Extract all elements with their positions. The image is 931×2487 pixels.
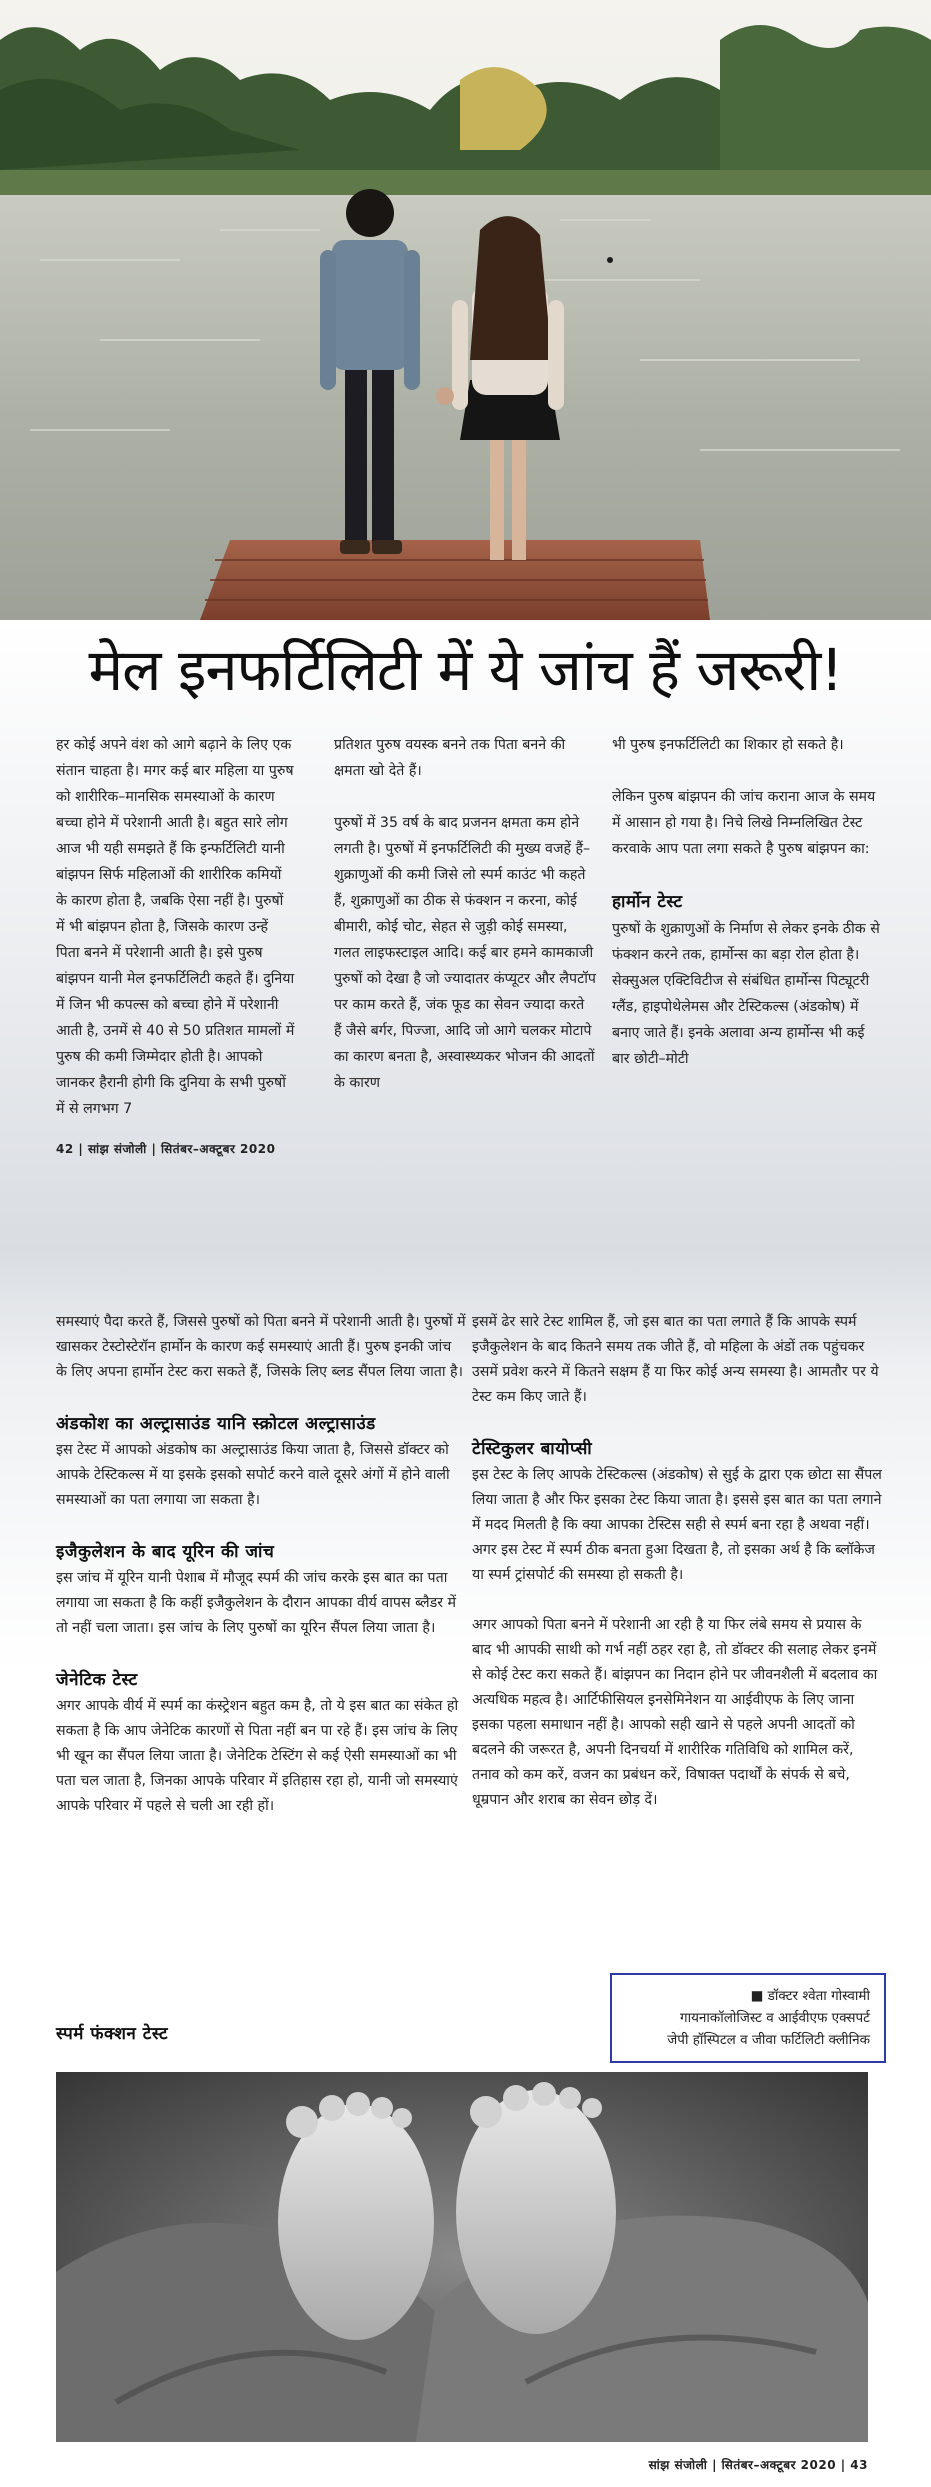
page-43 [0,1250,931,2487]
column-paragraph: प्रतिशत पुरुष वयस्क बनने तक पिता बनने की क्षमता खो देते हैं। [334,737,566,779]
column-paragraph: अगर आपके वीर्य में स्पर्म का कंस्ट्रेशन बहुत कम है, तो ये इस बात का संकेत हो सकता है कि आप जेनेटिक कारणों से पिता नहीं बन पा रहे हैं। इस जांच के लिए भी खून का सैंपल लिया जाता है। जेनेटिक टेस्टिंग से कई ऐसी समस्याओं का भी पता चल जाता है, जिनका आपके परिवार में इतिहास रहा हो, यानी जो समस्याएं आपके परिवार में पहले से चली आ रही हों। [56,1698,459,1814]
intro-paragraph: हर कोई अपने वंश को आगे बढ़ाने के लिए एक संतान चाहता है। मगर कई बार महिला या पुरुष को शारीरिक–मानसिक समस्याओं के कारण बच्चा होने में परेशानी आती है। बहुत सारे लोग आज भी यही समझते हैं कि इन्फर्टिलिटी यानी बांझपन सिर्फ महिलाओं की शारीरिक कमियों के कारण होता है, जबकि ऐसा नहीं है। पुरुषों में भी बांझपन होता है, जिसके कारण उन्हें पिता बनने में परेशानी आती है। इसे पुरुष बांझपन यानी मेल इनफर्टिलिटी कहते हैं। दुनिया में जिन भी कपल्स को बच्चा होने में परेशानी आती है, उनमें से 40 से 50 प्रतिशत मामलों में पुरुष की कमी जिम्मेदार होती है। आपको जानकर हैरानी होगी कि दुनिया के सभी पुरुषों में से लगभग 7 [56,737,295,1117]
section-heading-scrotal-ultrasound: अंडकोश का अल्ट्रासाउंड यानि स्क्रोटल अल्ट्रासाउंड [56,1414,376,1434]
article-column-3 [612,732,882,1072]
column-paragraph: लेकिन पुरुष बांझपन की जांच कराना आज के समय में आसान हो गया है। निचे लिखे निम्नलिखित टेस्ट करवाके आप पता लगा सकते है पुरुष बांझपन का: [612,789,876,857]
page-footer-left: 42 | सांझ संजोली | सितंबर–अक्टूबर 2020 [56,1142,276,1156]
article-column-1 [56,732,296,1122]
section-heading-genetic-test: जेनेटिक टेस्ट [56,1670,138,1690]
section-heading-sperm-function-test: स्पर्म फंक्शन टेस्ट [56,2024,169,2044]
section-heading-testicular-biopsy: टेस्टिकुलर बायोप्सी [472,1439,593,1459]
column-paragraph: पुरुषों के शुक्राणुओं के निर्माण से लेकर इनके ठीक से फंक्शन करने तक, हार्मोन्स का बड़ा रोल होता है। सेक्सुअल एक्टिविटीज से संबंधित हार्मोन्स पिट्यूटरी ग्लैंड, हाइपोथेलेमस और टेस्टिकल्स (अंडकोष) में बनाए जाते हैं। इनके अलावा अन्य हार्मोन्स भी कई बार छोटी–मोटी [612,921,880,1067]
column-paragraph: पुरुषों में 35 वर्ष के बाद प्रजनन क्षमता कम होने लगती है। पुरुषों में इनफर्टिलिटी की मुख्य वजहें हैं– शुक्राणुओं की कमी जिसे लो स्पर्म काउंट भी कहते हैं, शुक्राणुओं का ठीक से फंक्शन न करना, कोई बीमारी, कोई चोट, सेहत से जुड़ी कोई समस्या, गलत लाइफस्टाइल आदि। कई बार हमने कामकाजी पुरुषों को देखा है जो ज्यादातर कंप्यूटर और लैपटॉप पर काम करते हैं, जंक फूड का सेवन ज्यादा करते हैं जैसे बर्गर, पिज्जा, आदि जो आगे चलकर मोटापे का कारण बनता है, अस्वास्थ्यकर भोजन की आदतों के कारण [334,815,596,1091]
column-paragraph: इस जांच में यूरिन यानी पेशाब में मौजूद स्पर्म की जांच करके इस बात का पता लगाया जा सकता है कि कहीं इजैकुलेशन के दौरान आपका वीर्य वापस ब्लैडर में तो नहीं चला जाता। इस जांच के लिए पुरुषों का यूरिन सैंपल लिया जाता है। [56,1570,457,1636]
article-column-left [56,1310,466,1844]
column-paragraph: इसमें ढेर सारे टेस्ट शामिल हैं, जो इस बात का पता लगाते हैं कि आपके स्पर्म इजैकुलेशन के बाद कितने समय तक जीते हैं, वो महिला के अंडों तक पहुंचकर उसमें प्रवेश करने में कितने सक्षम हैं या फिर कोई अन्य समस्या है। आमतौर पर ये टेस्ट कम किए जाते हैं। [472,1314,879,1405]
doctor-name: ■ डॉक्टर श्वेता गोस्वामी [750,1988,870,2004]
article-column-2 [334,732,596,1096]
column-paragraph: समस्याएं पैदा करते हैं, जिससे पुरुषों को पिता बनने में परेशानी आती है। पुरुषों में खासकर टेस्टोस्टेरॉन हार्मोन के कारण कई समस्याएं आती हैं। पुरुष इनकी जांच के लिए अपना हार्मोन टेस्ट करा सकते हैं, जिसके लिए ब्लड सैंपल लिया जाता है। [56,1314,466,1380]
article-column-right [472,1310,882,1838]
author-credit-box [610,1973,886,2063]
column-paragraph: अगर आपको पिता बनने में परेशानी आ रही है या फिर लंबे समय से प्रयास के बाद भी आपकी साथी को गर्भ नहीं ठहर रहा है, तो डॉक्टर की सलाह लेकर इनमें से कोई टेस्ट करा सकते हैं। बांझपन का निदान होने पर जीवनशैली में बदलाव का अत्यधिक महत्व है। आर्टिफीसियल इनसेमिनेशन या आईवीएफ के लिए जाना इसका पहला समाधान नहीं है। आपको सही खाने से पहले अपनी आदतों को बदलने की जरूरत है, अपनी दिनचर्या में शारीरिक गतिविधि को शामिल करें, तनाव को कम करें, वजन का प्रबंधन करें, विषाक्त पदार्थों के संपर्क से बचे, धूम्रपान और शराब का सेवन छोड़ दें। [472,1617,878,1808]
baby-feet-photo [56,2072,868,2442]
section-heading-hormone-test: हार्मोन टेस्ट [612,892,683,912]
couple-lake-photo [0,0,931,620]
section-heading-urine-test: इजैकुलेशन के बाद यूरिन की जांच [56,1542,275,1562]
page-footer-right: सांझ संजोली | सितंबर–अक्टूबर 2020 | 43 [648,2458,868,2472]
column-paragraph: इस टेस्ट के लिए आपके टेस्टिकल्स (अंडकोष) से सुई के द्वारा एक छोटा सा सैंपल लिया जाता है और फिर इसका टेस्ट किया जाता है। इससे इस बात का पता लगाने में मदद मिलती है कि क्या आपका टेस्टिस सही से स्पर्म बना रहा है अथवा नहीं। अगर इस टेस्ट में स्पर्म ठीक बनता हुआ दिखता है, तो इसका अर्थ है कि ब्लॉकेज या स्पर्म ट्रांसपोर्ट की समस्या हो सकती है। [472,1467,882,1583]
column-paragraph: इस टेस्ट में आपको अंडकोष का अल्ट्रासाउंड किया जाता है, जिससे डॉक्टर को आपके टेस्टिकल्स में या इसके इसको सपोर्ट करने वाले दूसरे अंगों में होने वाली समस्याओं का पता लगाया जा सकता है। [56,1442,450,1508]
doctor-role: गायनाकॉलोजिस्ट व आईवीएफ एक्सपर्ट [679,2010,870,2026]
doctor-organization: जेपी हॉस्पिटल व जीवा फर्टिलिटी क्लीनिक [667,2032,870,2048]
page-title: मेल इनफर्टिलिटी में ये जांच हैं जरूरी! [88,636,843,704]
column-paragraph: भी पुरुष इनफर्टिलिटी का शिकार हो सकते है। [612,737,844,753]
